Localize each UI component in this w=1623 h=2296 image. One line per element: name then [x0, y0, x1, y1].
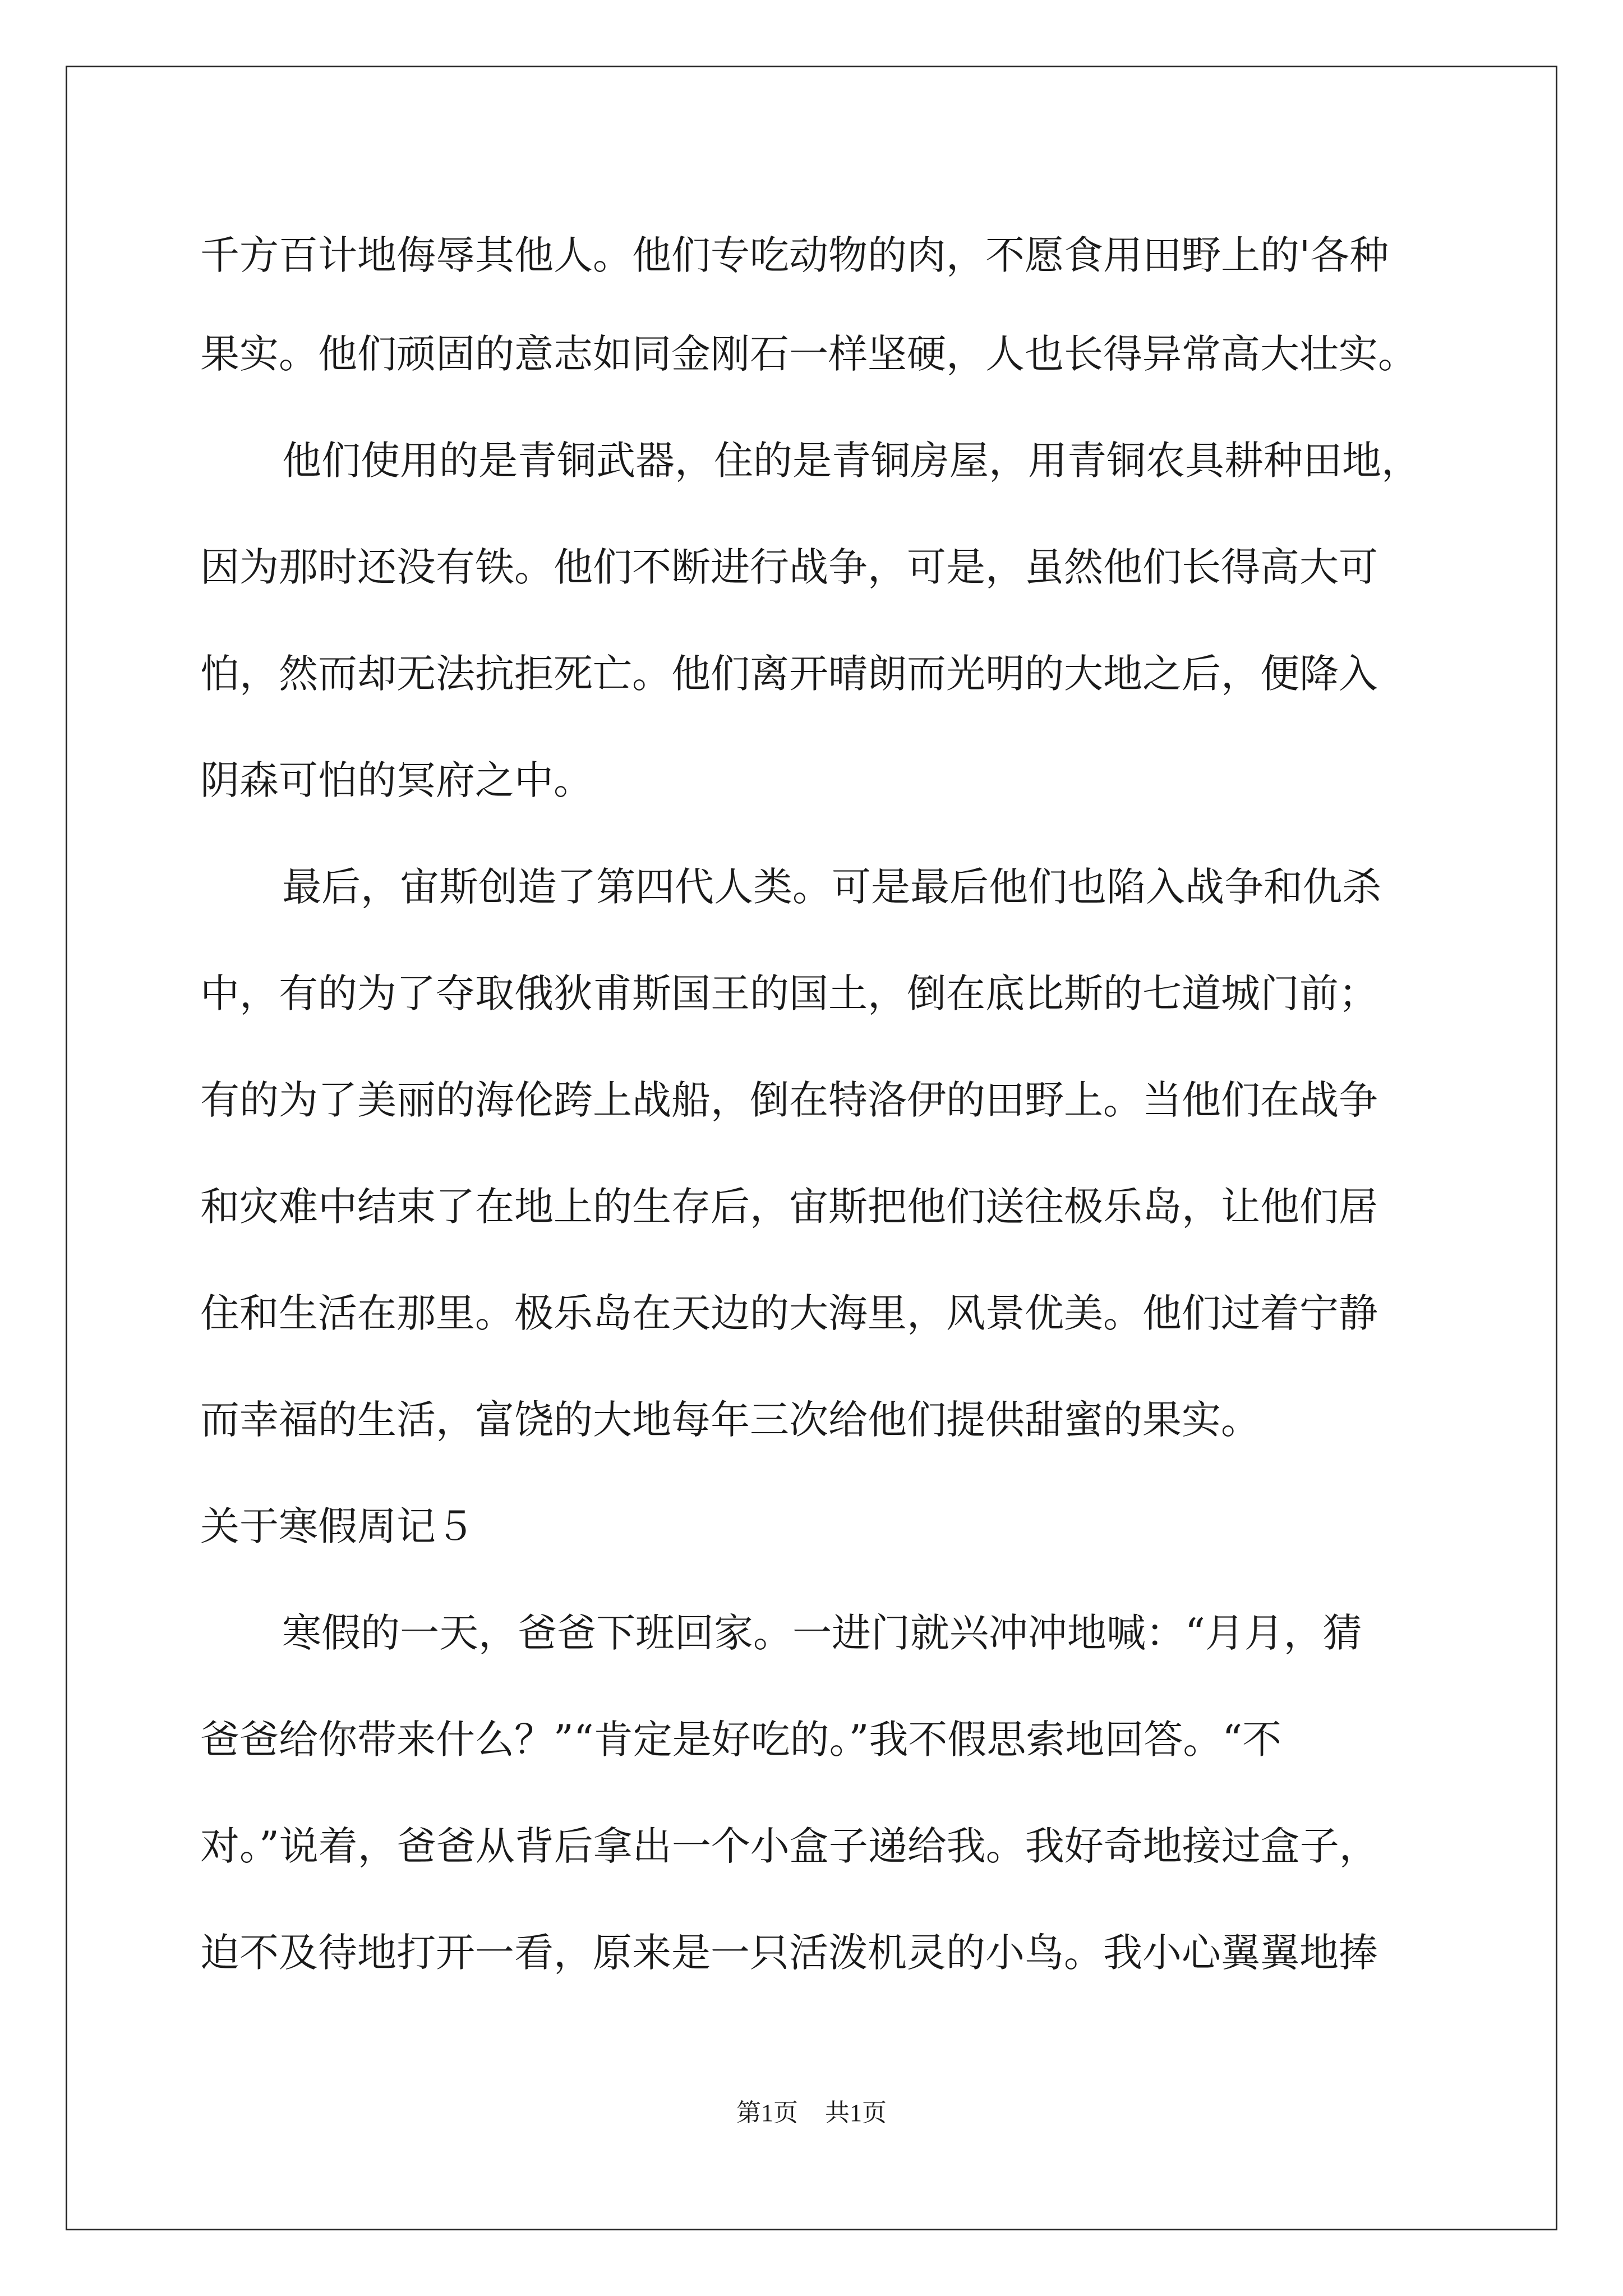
text-line: 阴森可怕的冥府之中。: [200, 757, 593, 803]
page-footer: [0, 2099, 1623, 2127]
text-line: 怕，然而却无法抗拒死亡。他们离开晴朗而光明的大地之后，便降入: [200, 651, 1378, 697]
document-body: [200, 202, 1428, 2006]
text-line: 住和生活在那里。极乐岛在天边的大海里，风景优美。他们过着宁静: [200, 1290, 1378, 1336]
text-line: 而幸福的生活，富饶的大地每年三次给他们提供甜蜜的果实。: [200, 1397, 1260, 1443]
text-line: 对。”说着，爸爸从背后拿出一个小盒子递给我。我好奇地接过盒子，: [200, 1823, 1378, 1869]
text-line: 迫不及待地打开一看，原来是一只活泼机灵的小鸟。我小心翼翼地捧: [200, 1930, 1378, 1976]
text-line: 因为那时还没有铁。他们不断进行战争，可是，虽然他们长得高大可: [200, 544, 1378, 590]
text-line: 有的为了美丽的海伦跨上战船，倒在特洛伊的田野上。当他们在战争: [200, 1077, 1378, 1123]
page-total: 共1页: [825, 2099, 887, 2127]
text-line: 千方百计地侮辱其他人。他们专吃动物的肉，不愿食用田野上的'各种: [200, 232, 1389, 278]
text-line: 果实。他们顽固的意志如同金刚石一样坚硬，人也长得异常高大壮实。: [200, 331, 1417, 377]
page-number: 第1页: [736, 2099, 798, 2127]
section-heading: 关于寒假周记５: [200, 1503, 475, 1549]
paragraph-start-line: 他们使用的是青铜武器，住的是青铜房屋，用青铜农具耕种田地，: [282, 438, 1421, 484]
text-line: 爸爸给你带来什么？”“肯定是好吃的。”我不假思索地回答。“不: [200, 1717, 1282, 1763]
paragraph-start-line: 寒假的一天，爸爸下班回家。一进门就兴冲冲地喊：“月月，猜: [282, 1610, 1362, 1656]
text-line: 中，有的为了夺取俄狄甫斯国王的国土，倒在底比斯的七道城门前；: [200, 970, 1378, 1016]
paragraph-start-line: 最后，宙斯创造了第四代人类。可是最后他们也陷入战争和仇杀: [282, 864, 1381, 910]
text-line: 和灾难中结束了在地上的生存后，宙斯把他们送往极乐岛，让他们居: [200, 1184, 1378, 1230]
